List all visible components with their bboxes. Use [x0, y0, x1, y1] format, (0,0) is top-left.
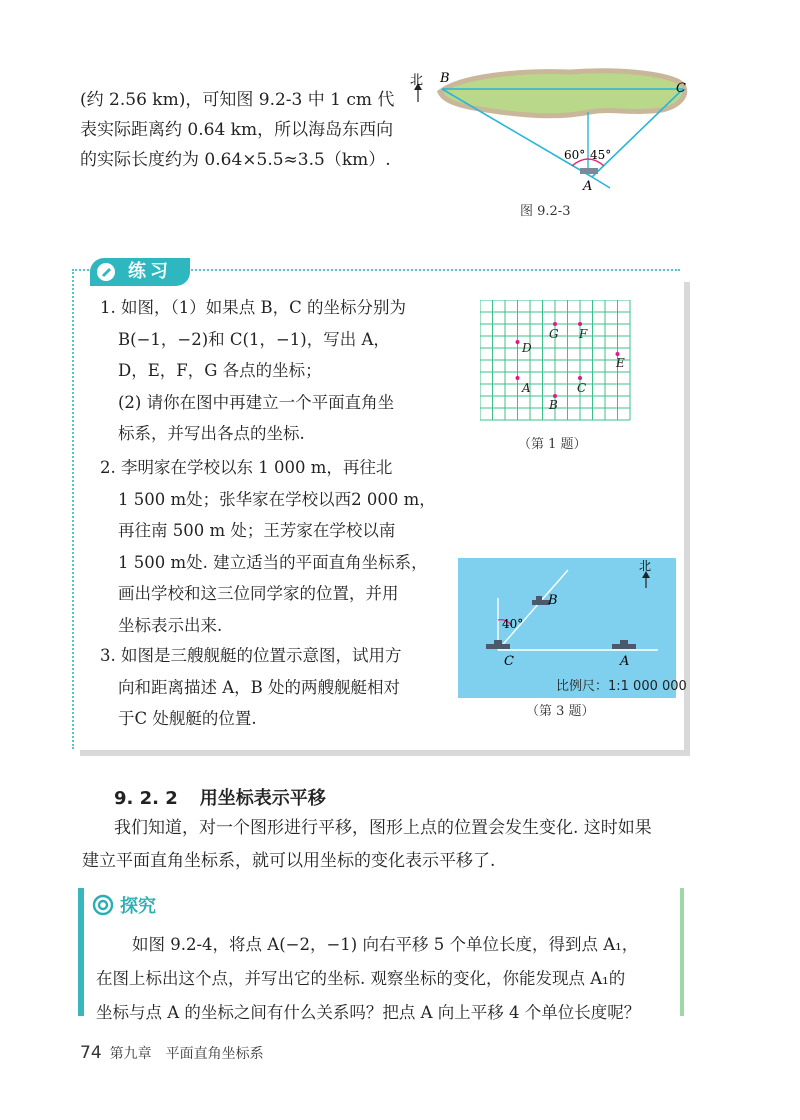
explore-line: 在图上标出这个点，并写出它的坐标. 观察坐标的变化，你能发现点 A₁的: [96, 969, 626, 988]
map-caption: （第 3 题）: [526, 704, 595, 719]
chapter-number: 第九章: [109, 1046, 152, 1062]
exercise-line: B(−1，−2)和 C(1，−1)，写出 A，: [118, 329, 390, 349]
line-ab-extension: [592, 177, 610, 188]
ship-icon: [580, 168, 598, 174]
grid-label-f: F: [579, 327, 588, 341]
grid-label-a: A: [522, 381, 531, 395]
map-label-b: B: [548, 593, 558, 608]
angle-label-45: 45°: [590, 148, 612, 162]
explore-title: 探究: [120, 896, 156, 917]
section-body: [82, 812, 652, 878]
grid-label-d: D: [522, 341, 532, 355]
intro-line: 表实际距离约 0.64 km，所以海岛东西向: [80, 120, 394, 140]
grid-label-b: B: [549, 398, 558, 412]
exercise-line: 1 500 m处；张华家在学校以西2 000 m，: [118, 489, 436, 509]
exercise-line: 于C 处舰艇的位置.: [118, 709, 257, 728]
map-label-c: C: [504, 654, 514, 669]
map-scale: 比例尺：1:1 000 000: [556, 679, 687, 694]
exercise-line: 1 500 m处. 建立适当的平面直角坐标系，: [118, 552, 428, 572]
chapter-title: 平面直角坐标系: [165, 1046, 264, 1062]
exercise-line: 再往南 500 m 处；王芳家在学校以南: [118, 521, 396, 540]
explore-left-bar: [78, 888, 84, 1016]
exercise-line: D，E，F，G 各点的坐标；: [118, 361, 322, 380]
section-title: 用坐标表示平移: [199, 788, 326, 809]
intro-paragraph: [80, 85, 394, 175]
explore-line: 坐标与点 A 的坐标之间有什么关系吗？把点 A 向上平移 4 个单位长度呢？: [96, 1003, 641, 1022]
section-heading: [114, 784, 348, 810]
map-label-a: A: [620, 654, 630, 669]
body-line: 我们知道，对一个图形进行平移，图形上点的位置会发生变化. 这时如果: [114, 818, 652, 838]
grid-point-g: [553, 322, 557, 326]
point-label-b: B: [440, 71, 450, 86]
grid-figure: [480, 300, 632, 422]
exercise-line: 3. 如图是三艘舰艇的位置示意图，试用方: [100, 646, 402, 665]
north-label: 北: [410, 73, 424, 88]
exercise-line: 标系，并写出各点的坐标.: [118, 424, 305, 443]
grid-point-a: [516, 376, 520, 380]
angle-label-60: 60°: [564, 148, 586, 162]
practice-title: 练习: [128, 261, 172, 282]
intro-line: (约 2.56 km)，可知图 9.2-3 中 1 cm 代: [80, 90, 395, 110]
exercise-line: 画出学校和这三位同学家的位置，并用: [118, 584, 399, 603]
intro-line: 的实际长度约为 0.64×5.5≈3.5（km）.: [80, 150, 391, 170]
point-label-c: C: [676, 81, 686, 96]
point-label-a: A: [583, 179, 593, 194]
page-number: 74: [80, 1043, 102, 1063]
grid-label-g: G: [549, 327, 559, 341]
map-north-label: 北: [639, 559, 652, 573]
exercise-2: [100, 452, 436, 641]
grid-point-f: [578, 322, 582, 326]
figure-9-2-3: [400, 62, 700, 202]
grid-point-c: [578, 376, 582, 380]
angle-label-40: 40°: [502, 617, 524, 631]
grid-label-e: E: [616, 356, 625, 370]
explore-right-bar: [680, 888, 684, 1016]
explore-body: [96, 928, 640, 1030]
grid-label-c: C: [577, 381, 587, 395]
explore-line: 如图 9.2-4，将点 A(−2，−1) 向右平移 5 个单位长度，得到点 A₁，: [132, 935, 639, 954]
page-footer: [80, 1043, 264, 1063]
exercise-line: 坐标表示出来.: [118, 615, 223, 635]
figure-9-2-3-caption: 图 9.2-3: [520, 204, 571, 219]
target-icon: [92, 894, 114, 916]
grid-caption: （第 1 题）: [518, 437, 587, 452]
grid-point-d: [516, 340, 520, 344]
exercise-line: 向和距离描述 A，B 处的两艘舰艇相对: [118, 677, 401, 697]
exercise-line: (2) 请你在图中再建立一个平面直角坐: [118, 392, 395, 412]
exercise-1: [100, 292, 406, 450]
exercise-line: 2. 李明家在学校以东 1 000 m，再往北: [100, 458, 393, 477]
section-number: 9. 2. 2: [114, 788, 178, 809]
exercise-line: 1. 如图，（1）如果点 B，C 的坐标分别为: [100, 298, 406, 317]
pencil-icon: [96, 262, 118, 282]
body-line: 建立平面直角坐标系，就可以用坐标的变化表示平移了.: [82, 851, 496, 871]
exercise-3: [100, 640, 402, 735]
